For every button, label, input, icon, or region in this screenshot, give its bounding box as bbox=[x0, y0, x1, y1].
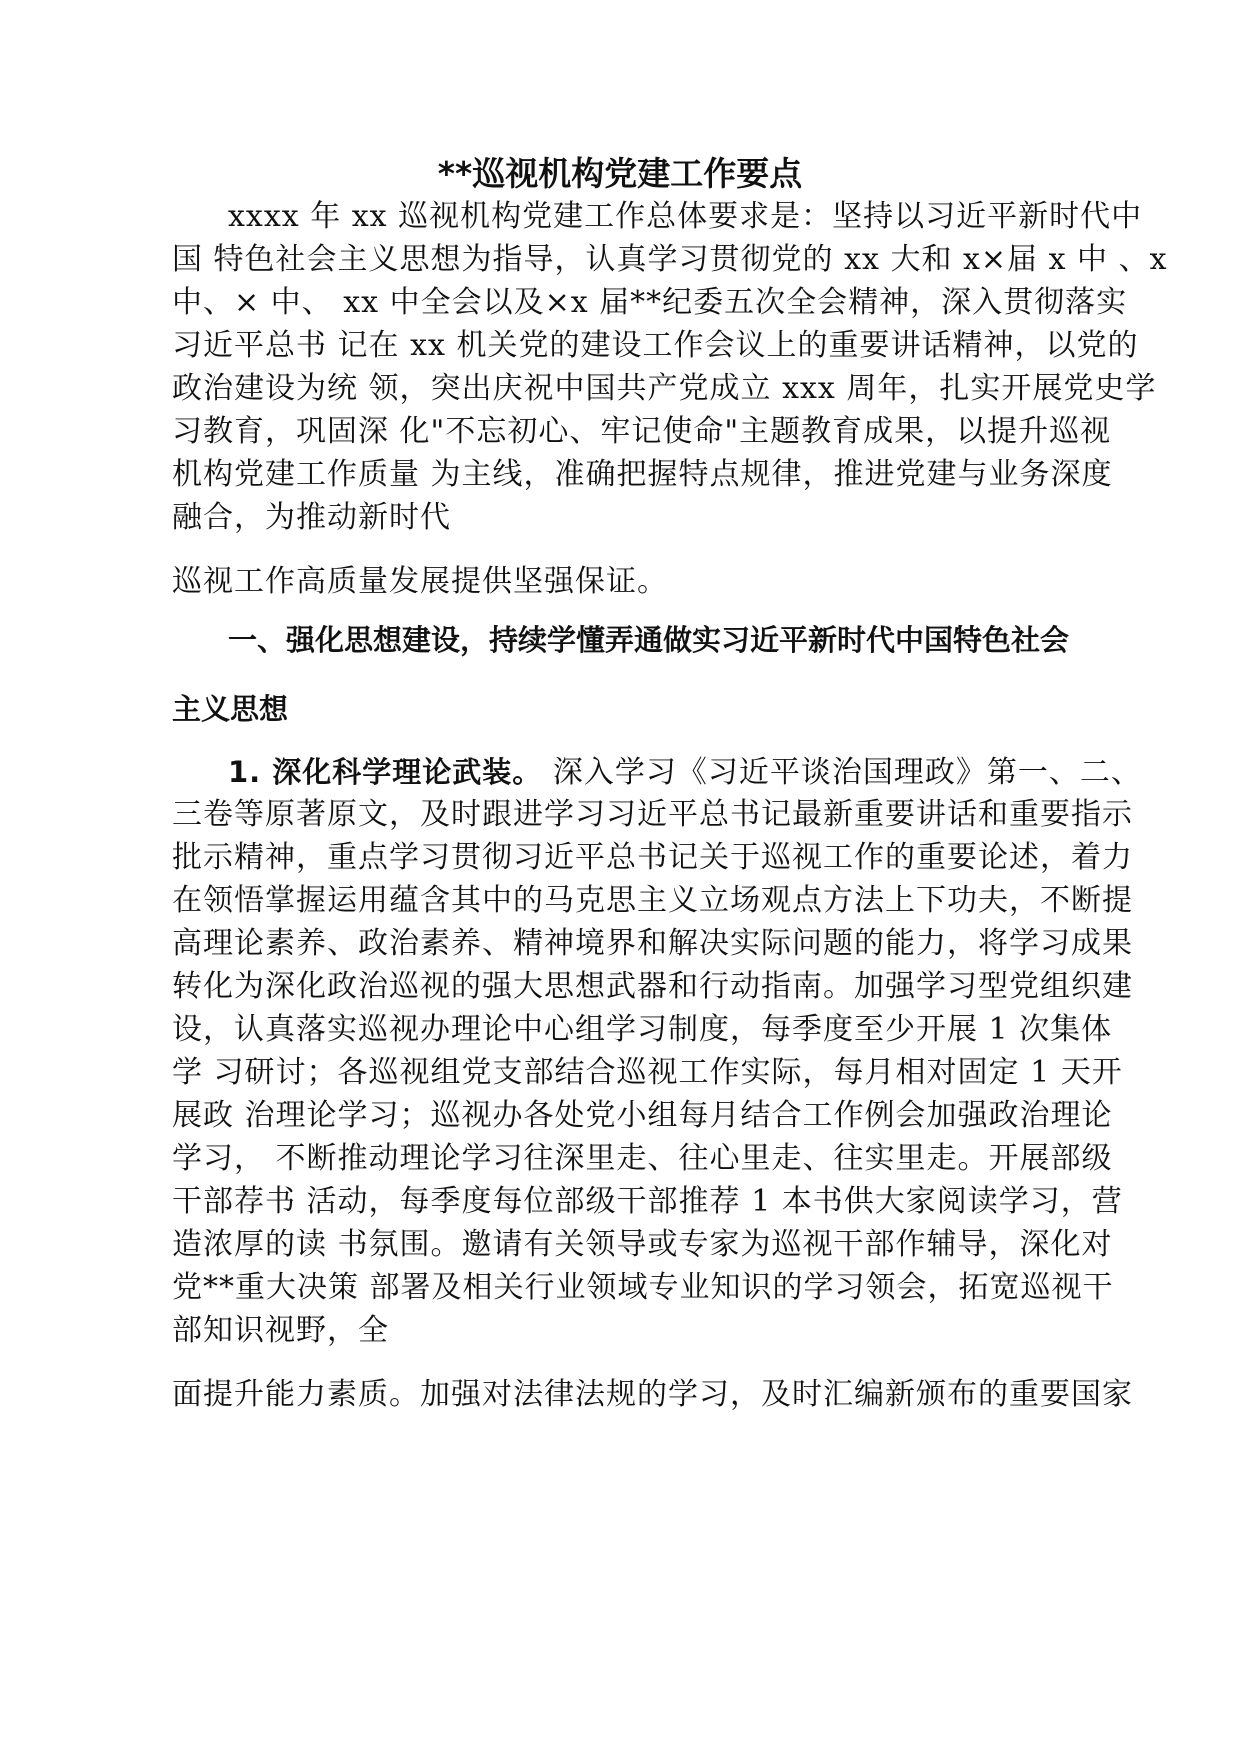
intro-line-7: 机构党建工作质量 为主线，准确把握特点规律，推进党建与业务深度 bbox=[172, 457, 1113, 492]
item1-line-9: 展政 治理论学习；巡视办各处党小组每月结合工作例会加强政治理论 bbox=[172, 1098, 1113, 1133]
intro-line-4: 习近平总书 记在 xx 机关党的建设工作会议上的重要讲话精神，以党的 bbox=[172, 328, 1139, 363]
item1-line-11: 干部荐书 活动，每季度每位部级干部推荐 1 本书供大家阅读学习，营 bbox=[172, 1184, 1123, 1219]
item1-line-14: 部知识视野，全 bbox=[172, 1313, 389, 1348]
item1-line-6: 转化为深化政治巡视的强大思想武器和行动指南。加强学习型党组织建 bbox=[172, 969, 1133, 1004]
intro-line-8: 融合，为推动新时代 bbox=[172, 500, 451, 535]
item1-line-8: 学 习研讨；各巡视组党支部结合巡视工作实际，每月相对固定 1 天开 bbox=[172, 1055, 1123, 1090]
item1-line-15: 面提升能力素质。加强对法律法规的学习，及时汇编新颁布的重要国家 bbox=[172, 1377, 1133, 1412]
intro-line-9: 巡视工作高质量发展提供坚强保证。 bbox=[172, 564, 668, 599]
document-title: **巡视机构党建工作要点 bbox=[437, 154, 803, 193]
section-heading-line-2: 主义思想 bbox=[172, 692, 289, 726]
item1-line-10: 学习， 不断推动理论学习往深里走、往心里走、往实里走。开展部级 bbox=[172, 1141, 1113, 1176]
intro-line-5: 政治建设为统 领，突出庆祝中国共产党成立 xxx 周年，扎实开展党史学 bbox=[172, 371, 1157, 406]
intro-line-6: 习教育，巩固深 化"不忘初心、牢记使命"主题教育成果，以提升巡视 bbox=[172, 414, 1112, 449]
item1-line-5: 高理论素养、政治素养、精神境界和解决实际问题的能力，将学习成果 bbox=[172, 926, 1133, 961]
item1-line-4: 在领悟掌握运用蕴含其中的马克思主义立场观点方法上下功夫，不断提 bbox=[172, 883, 1133, 918]
item1-line-13: 党**重大决策 部署及相关行业领域专业知识的学习领会，拓宽巡视干 bbox=[172, 1270, 1114, 1305]
intro-line-2: 国 特色社会主义思想为指导，认真学习贯彻党的 xx 大和 x×届 x 中 、x bbox=[172, 242, 1168, 277]
section-heading-line-1: 一、强化思想建设，持续学懂弄通做实习近平新时代中国特色社会 bbox=[228, 623, 1070, 657]
item1-line-12: 造浓厚的读 书氛围。邀请有关领导或专家为巡视干部作辅导，深化对 bbox=[172, 1227, 1113, 1262]
item1-lead: 1. 深化科学理论武装。 bbox=[228, 755, 543, 789]
intro-line-3: 中、× 中、 xx 中全会以及×x 届**纪委五次全会精神，深入贯彻落实 bbox=[172, 285, 1128, 320]
item1-line-3: 批示精神，重点学习贯彻习近平总书记关于巡视工作的重要论述，着力 bbox=[172, 840, 1133, 875]
item1-line-2: 三卷等原著原文，及时跟进学习习近平总书记最新重要讲话和重要指示 bbox=[172, 797, 1133, 832]
intro-line-1: xxxx 年 xx 巡视机构党建工作总体要求是：坚持以习近平新时代中 bbox=[228, 199, 1143, 234]
item1-line-7: 设，认真落实巡视办理论中心组学习制度，每季度至少开展 1 次集体 bbox=[172, 1012, 1113, 1047]
item1-first-line-rest: 深入学习《习近平谈治国理政》第一、二、 bbox=[542, 755, 1142, 790]
item1-line-1 bbox=[228, 752, 1142, 793]
